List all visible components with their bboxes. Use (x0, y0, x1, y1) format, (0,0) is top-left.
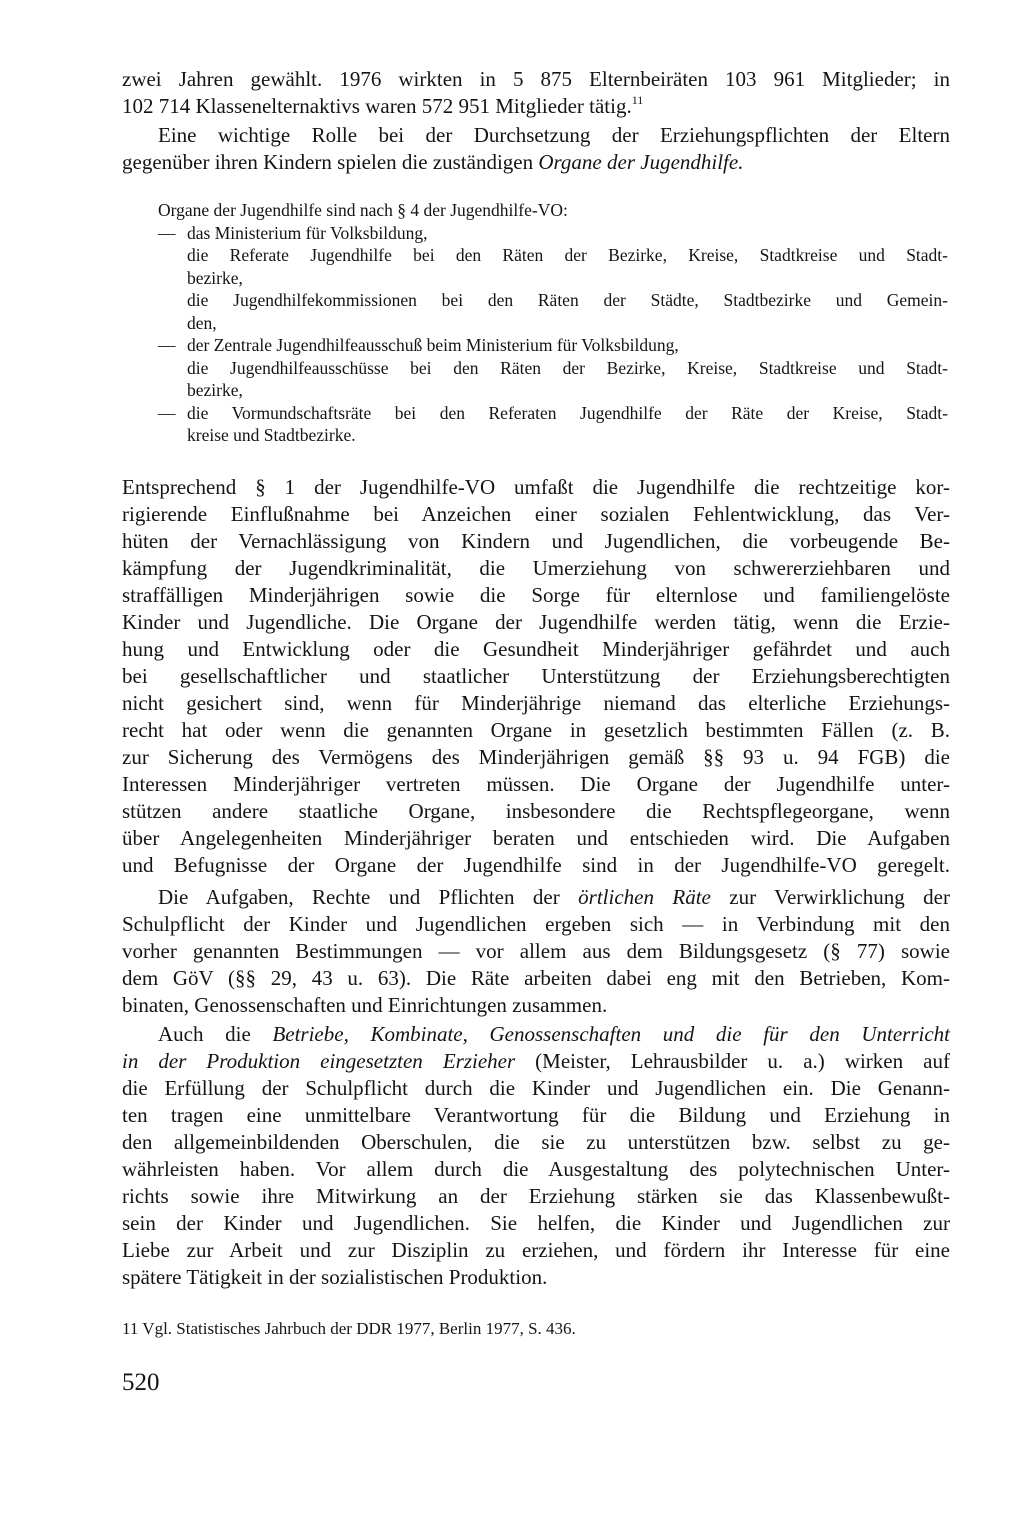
text-line: hüten der Vernachlässigung von Kindern und Jugendlichen, die vorbeugende Be- (122, 529, 950, 553)
jugendhilfe-organs-list (158, 199, 948, 447)
text-line: über Angelegenheiten Minderjähriger beraten und entschieden wird. Die Aufgaben (122, 826, 950, 850)
text-line: bezirke, (187, 380, 243, 400)
dash-marker: — (158, 402, 176, 423)
text-line: dem GöV (§§ 29, 43 u. 63). Die Räte arbeiten dabei eng mit den Betrieben, Kom- (122, 966, 950, 990)
page-number: 520 (122, 1369, 160, 1396)
list-item (158, 222, 948, 335)
betriebe-paragraph (122, 1021, 950, 1291)
text-line: binaten, Genossenschaften und Einrichtungen zusammen. (122, 993, 608, 1017)
text-line: der Zentrale Jugendhilfeausschuß beim Ministerium für Volksbildung, (187, 335, 679, 355)
text-line: Die Aufgaben, Rechte und Pflichten der örtlichen Räte zur Verwirklichung der (158, 885, 950, 909)
text-line: den, (187, 312, 217, 333)
raete-paragraph (122, 884, 950, 1019)
text-line: 102 714 Klassenelternaktivs waren 572 951 Mitglieder tätig.$^{11}$ (122, 93, 644, 118)
text-line: hung und Entwicklung oder die Gesundheit Minderjähriger gefährdet und auch (122, 637, 950, 661)
list-item (158, 402, 948, 447)
text-line: Liebe zur Arbeit und zur Disziplin zu erziehen, und fördern ihr Interesse für eine (122, 1238, 950, 1262)
footnote-reference: 11 (631, 93, 644, 107)
text-line: gegenüber ihren Kindern spielen die zuständigen Organe der Jugendhilfe. (122, 150, 744, 174)
text-line: stützen andere staatliche Organe, insbesondere die Rechtspflegeorgane, wenn (122, 799, 950, 823)
text-line: vorher genannten Bestimmungen — vor allem aus dem Bildungsgesetz (§ 77) sowie (122, 939, 950, 963)
footnote: 11 Vgl. Statistisches Jahrbuch der DDR 1977, Berlin 1977, S. 436. (122, 1319, 576, 1338)
text-line: den allgemeinbildenden Oberschulen, die sie zu unterstützen bzw. selbst zu ge- (122, 1130, 950, 1154)
text-line: zwei Jahren gewählt. 1976 wirkten in 5 875 Elternbeiräten 103 961 Mitglieder; in (122, 67, 950, 91)
list-item (158, 334, 948, 402)
text-line: und Befugnisse der Organe der Jugendhilfe sind in der Jugendhilfe-VO geregelt. (122, 853, 950, 877)
text-line: das Ministerium für Volksbildung, (187, 222, 428, 243)
text-line: die Jugendhilfeausschüsse bei den Räten der Bezirke, Kreise, Stadtkreise und Stadt- (187, 357, 948, 378)
text-line: die Vormundschaftsräte bei den Referaten Jugendhilfe der Räte der Kreise, Stadt- (187, 402, 948, 423)
jugendhilfe-paragraph (122, 474, 950, 879)
dash-marker: — (158, 222, 176, 243)
text-line: bei gesellschaftlicher und staatlicher Unterstützung der Erziehungsberechtigten (122, 664, 950, 688)
text-line: rigierende Einflußnahme bei Anzeichen einer sozialen Fehlentwicklung, das Ver- (122, 502, 950, 526)
text-line: kämpfung der Jugendkriminalität, die Umerziehung von schwererziehbaren und (122, 556, 950, 580)
organe-paragraph (122, 122, 950, 176)
text-line: die Jugendhilfekommissionen bei den Räten der Städte, Stadtbezirke und Gemein- (187, 290, 948, 310)
text-line: recht hat oder wenn die genannten Organe in gesetzlich bestimmten Fällen (z. B. (122, 718, 950, 742)
text-line: Kinder und Jugendliche. Die Organe der Jugendhilfe werden tätig, wenn die Erzie- (122, 610, 950, 634)
text-line: Entsprechend § 1 der Jugendhilfe-VO umfaßt die Jugendhilfe die rechtzeitige kor- (122, 475, 950, 499)
text-line: ten tragen eine unmittelbare Verantwortung für die Bildung und Erziehung in (122, 1103, 950, 1127)
text-line: nicht gesichert sind, wenn für Minderjährige niemand das elterliche Erziehungs- (122, 691, 950, 715)
text-line: Auch die Betriebe, Kombinate, Genossenschaften und die für den Unterricht (158, 1022, 950, 1046)
text-line: kreise und Stadtbezirke. (187, 425, 356, 445)
text-line: Schulpflicht der Kinder und Jugendlichen ergeben sich — in Verbindung mit den (122, 912, 950, 936)
text-line: Eine wichtige Rolle bei der Durchsetzung der Erziehungspflichten der Eltern (158, 123, 950, 147)
text-line: zur Sicherung des Vermögens des Minderjährigen gemäß §§ 93 u. 94 FGB) die (122, 745, 950, 769)
list-intro: Organe der Jugendhilfe sind nach § 4 der Jugendhilfe-VO: (158, 200, 568, 220)
text-line: die Referate Jugendhilfe bei den Räten der Bezirke, Kreise, Stadtkreise und Stadt- (187, 245, 948, 265)
text-line: in der Produktion eingesetzten Erzieher (Meister, Lehrausbilder u. a.) wirken auf (122, 1049, 950, 1073)
text-line: sein der Kinder und Jugendlichen. Sie helfen, die Kinder und Jugendlichen zur (122, 1211, 950, 1235)
text-line: spätere Tätigkeit in der sozialistischen Produktion. (122, 1265, 548, 1289)
text-line: Interessen Minderjähriger vertreten müssen. Die Organe der Jugendhilfe unter- (122, 772, 950, 796)
text-line: die Erfüllung der Schulpflicht durch die Kinder und Jugendlichen ein. Die Genann- (122, 1076, 950, 1100)
text-line: bezirke, (187, 267, 243, 288)
opening-paragraph (122, 66, 950, 120)
text-line: währleisten haben. Vor allem durch die Ausgestaltung des polytechnischen Unter- (122, 1157, 950, 1181)
dash-marker: — (158, 335, 176, 355)
text-line: richts sowie ihre Mitwirkung an der Erziehung stärken sie das Klassenbewußt- (122, 1184, 950, 1208)
text-line: straffälligen Minderjährigen sowie die Sorge für elternlose und familiengelöste (122, 583, 950, 607)
